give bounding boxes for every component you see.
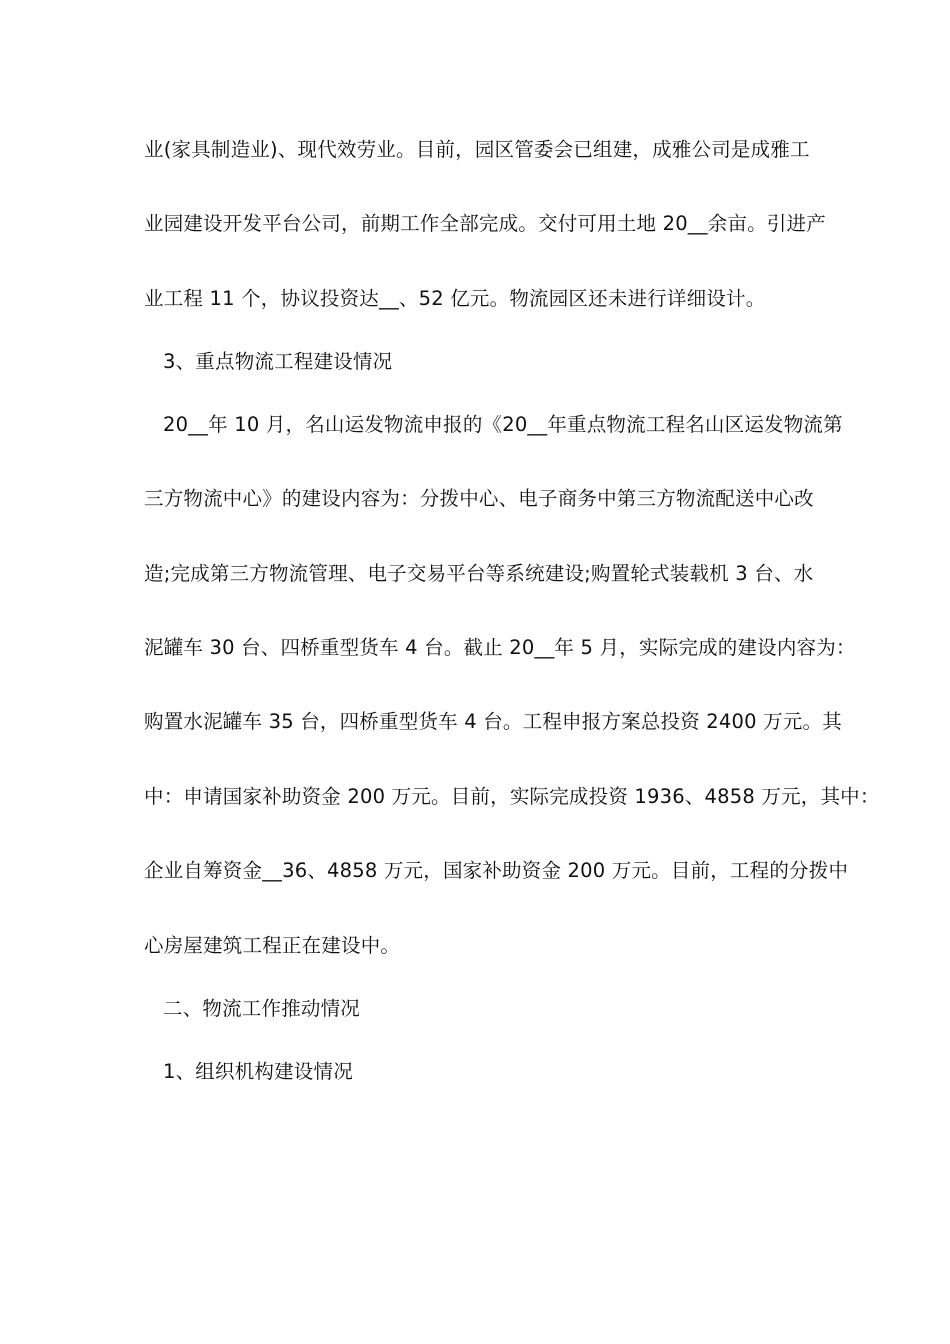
paragraph-line: 心房屋建筑工程正在建设中。 xyxy=(144,934,401,957)
section-heading: 3、重点物流工程建设情况 xyxy=(163,350,393,373)
subsection-heading: 1、组织机构建设情况 xyxy=(163,1060,353,1083)
paragraph-line: 中：申请国家补助资金 200 万元。目前，实际完成投资 1936、4858 万元，其中： xyxy=(144,785,880,808)
paragraph-line: 业(家具制造业)、现代效劳业。目前，园区管委会已组建，成雅公司是成雅工 xyxy=(144,138,810,161)
paragraph-line: 泥罐车 30 台、四桥重型货车 4 台。截止 20__年 5 月，实际完成的建设内容为： xyxy=(144,636,856,659)
paragraph-line: 企业自筹资金__36、4858 万元，国家补助资金 200 万元。目前，工程的分拨中 xyxy=(144,859,849,882)
section-heading: 二、物流工作推动情况 xyxy=(163,997,361,1020)
paragraph-line: 三方物流中心》的建设内容为：分拨中心、电子商务中第三方物流配送中心改 xyxy=(144,487,814,510)
paragraph-line: 业工程 11 个，协议投资达__、52 亿元。物流园区还未进行详细设计。 xyxy=(144,287,766,310)
paragraph-line: 业园建设开发平台公司，前期工作全部完成。交付可用土地 20__余亩。引进产 xyxy=(144,212,826,235)
paragraph-line: 造;完成第三方物流管理、电子交易平台等系统建设;购置轮式装载机 3 台、水 xyxy=(144,562,814,585)
paragraph-line: 购置水泥罐车 35 台，四桥重型货车 4 台。工程申报方案总投资 2400 万元。其 xyxy=(144,710,842,733)
paragraph-line: 20__年 10 月，名山运发物流申报的《20__年重点物流工程名山区运发物流第 xyxy=(163,413,843,436)
